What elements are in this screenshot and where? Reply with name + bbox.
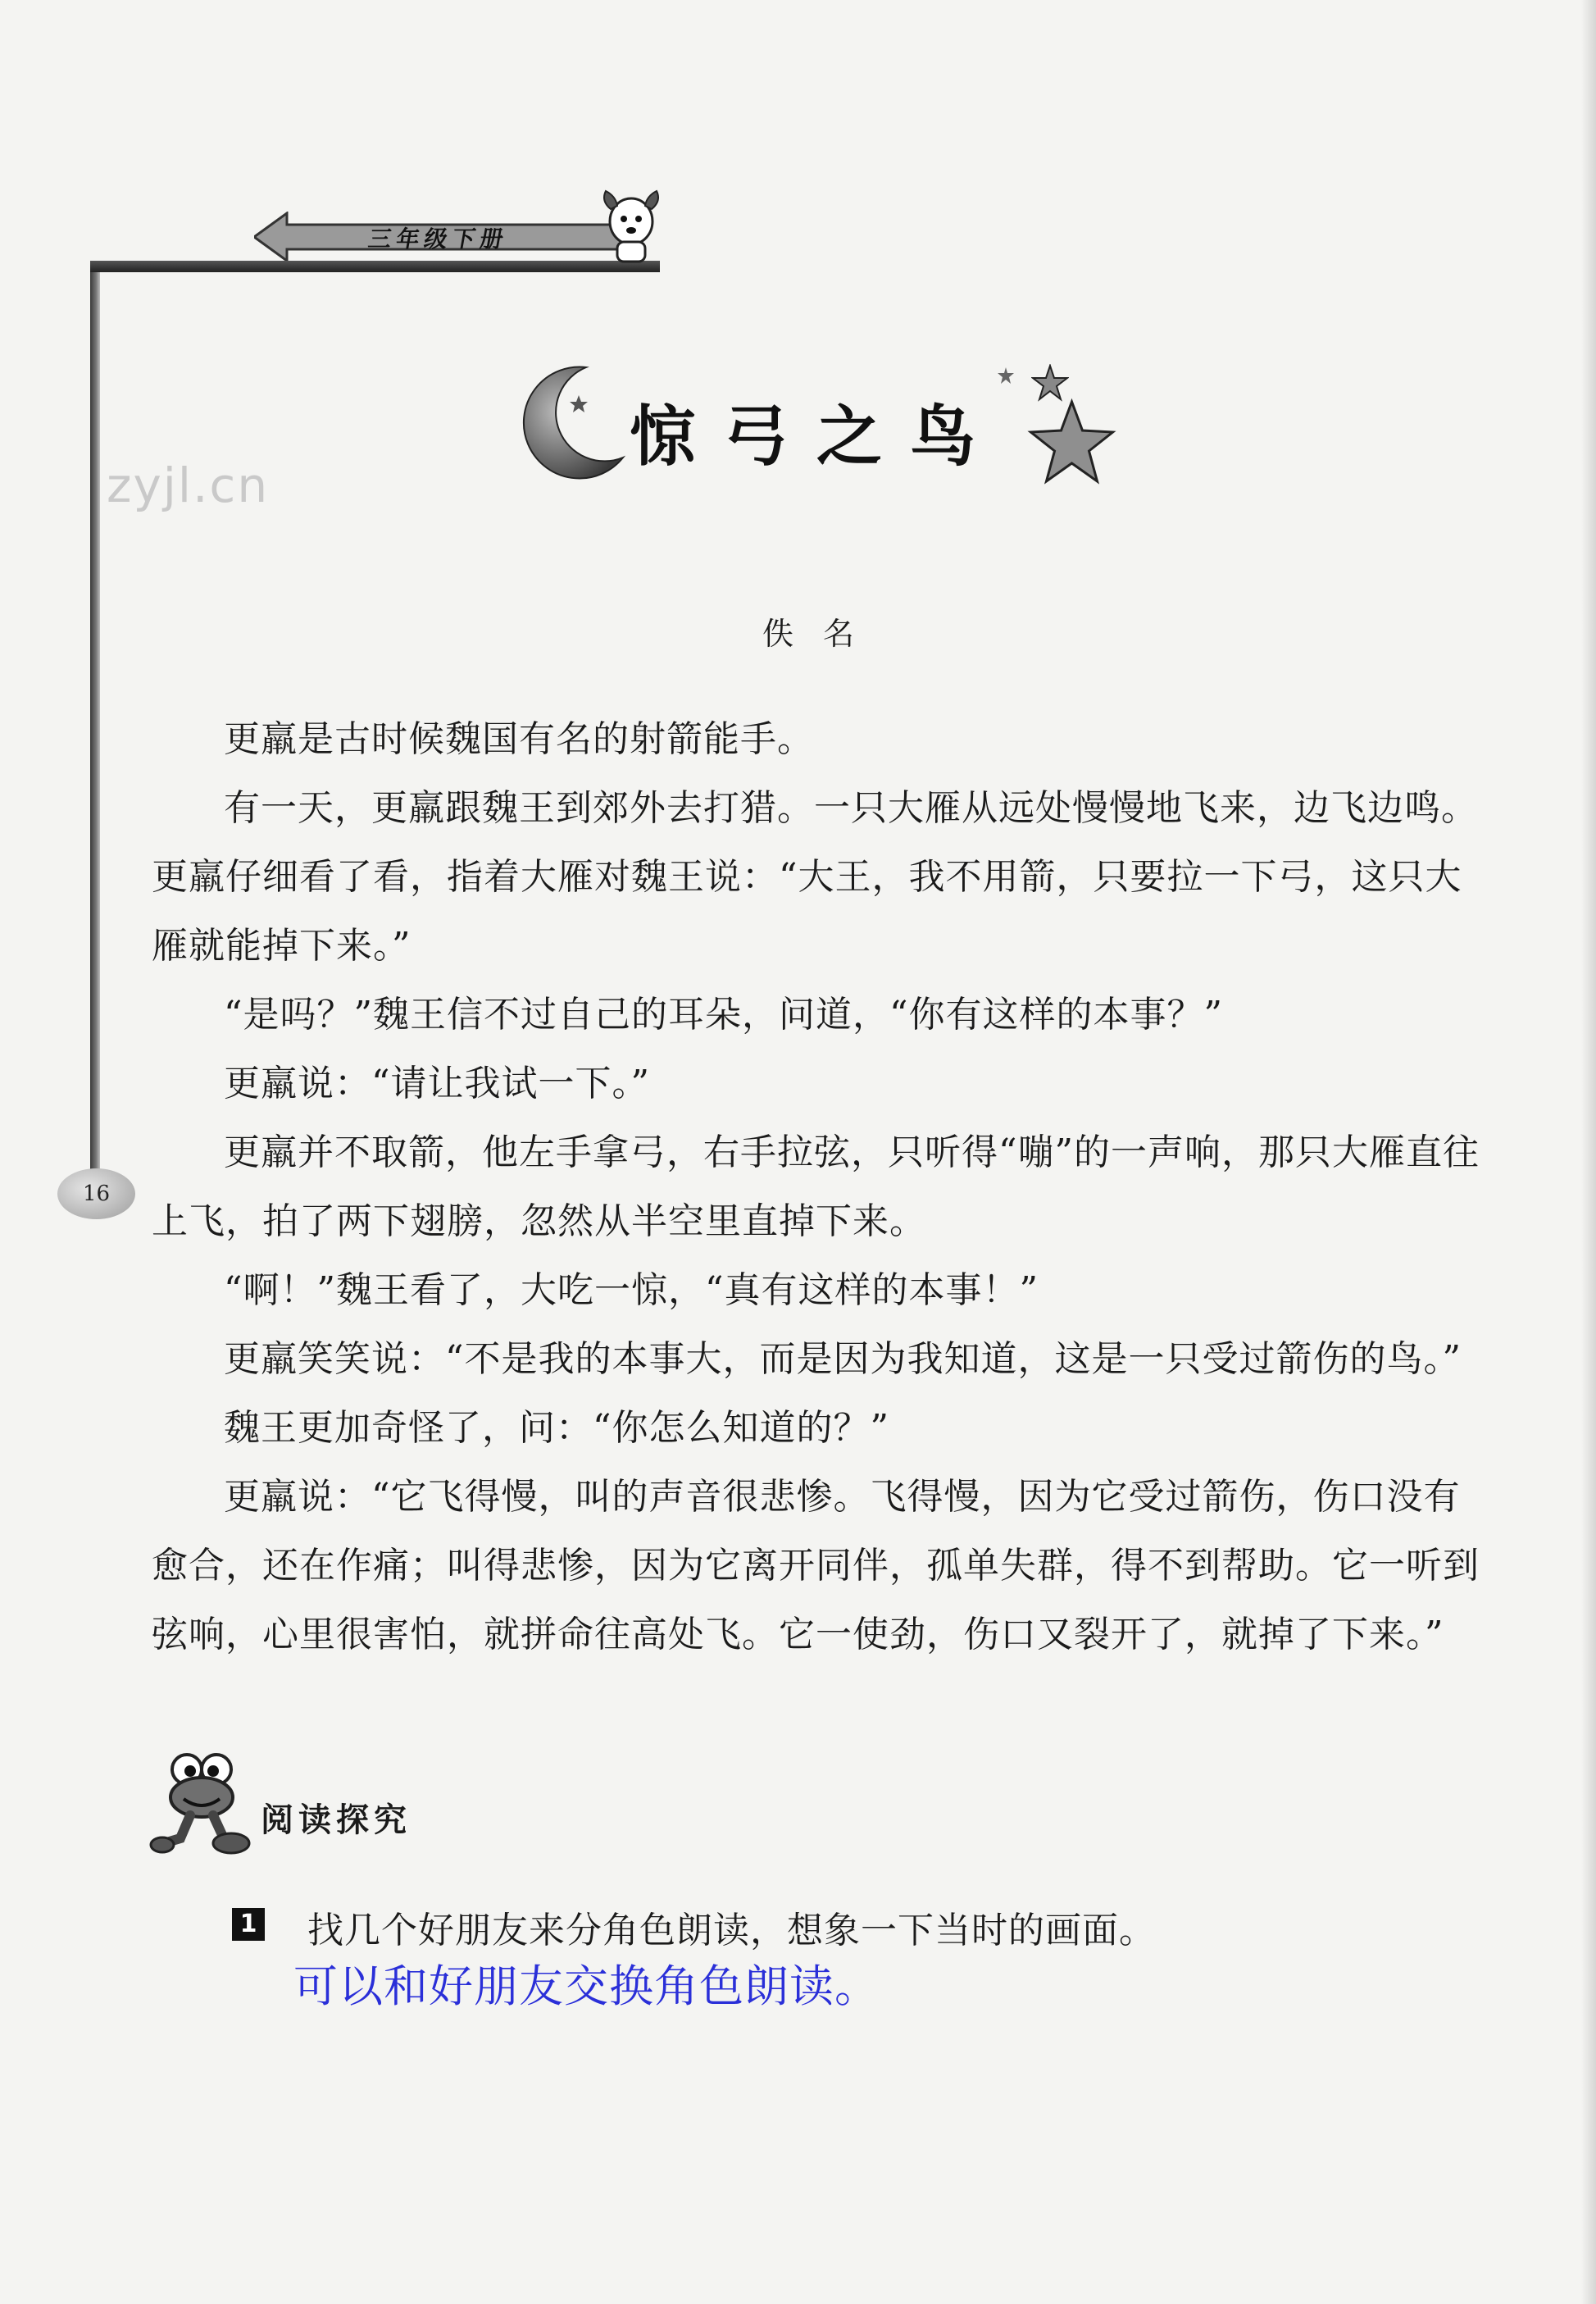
paragraph: 有一天，更羸跟魏王到郊外去打猎。一只大雁从远处慢慢地飞来，边飞边鸣。更羸仔细看了看，指着大雁对魏王说：“大王，我不用箭，只要拉一下弓，这只大雁就能掉下来。” [152,787,1478,967]
page-left-border [90,262,100,1181]
handwritten-answer[interactable]: 可以和好朋友交换角色朗读。 [293,1960,880,2012]
author-name: 佚名 [762,616,884,652]
dog-icon [594,184,668,266]
tiny-star-icon [997,367,1015,385]
page-number: 16 [57,1168,135,1219]
question-number: 1 [232,1908,265,1941]
paragraph: “是吗？”魏王信不过自己的耳朵，问道，“你有这样的本事？” [224,994,1223,1036]
star-icon [1025,398,1119,488]
article-title: 惊弓之鸟 [630,398,1003,475]
section-title: 阅读探究 [261,1801,412,1839]
watermark-text: zyjl.cn [107,458,270,513]
paragraph: 更羸说：“它飞得慢，叫的声音很悲惨。飞得慢，因为它受过箭伤，伤口没有愈合，还在作痛；叫得悲惨，因为它离开同伴，孤单失群，得不到帮助。它一听到弦响，心里很害怕，就拼命往高处飞。它一使劲，伤口又裂开了，就掉了下来。” [152,1476,1480,1655]
article-body [152,705,1480,1669]
frog-mascot-icon [148,1746,258,1861]
paragraph: 更羸并不取箭，他左手拿弓，右手拉弦，只听得“嘣”的一声响，那只大雁直往上飞，拍了两下翅膀，忽然从半空里直掉下来。 [152,1132,1480,1242]
grade-label: 三年级下册 [366,225,511,253]
crescent-moon-icon [508,359,631,482]
paragraph: 魏王更加奇怪了，问：“你怎么知道的？” [224,1407,889,1449]
paragraph: “啊！”魏王看了，大吃一惊，“真有这样的本事！” [224,1269,1039,1311]
question-text: 找几个好朋友来分角色朗读，想象一下当时的画面。 [307,1910,1156,1951]
page-right-edge [1581,0,1596,2304]
paragraph: 更羸说：“请让我试一下。” [224,1063,650,1104]
small-star-icon [1031,364,1069,402]
paragraph: 更羸笑笑说：“不是我的本事大，而是因为我知道，这是一只受过箭伤的鸟。” [224,1338,1462,1380]
paragraph: 更羸是古时候魏国有名的射箭能手。 [224,718,814,760]
header-rule [90,261,660,272]
